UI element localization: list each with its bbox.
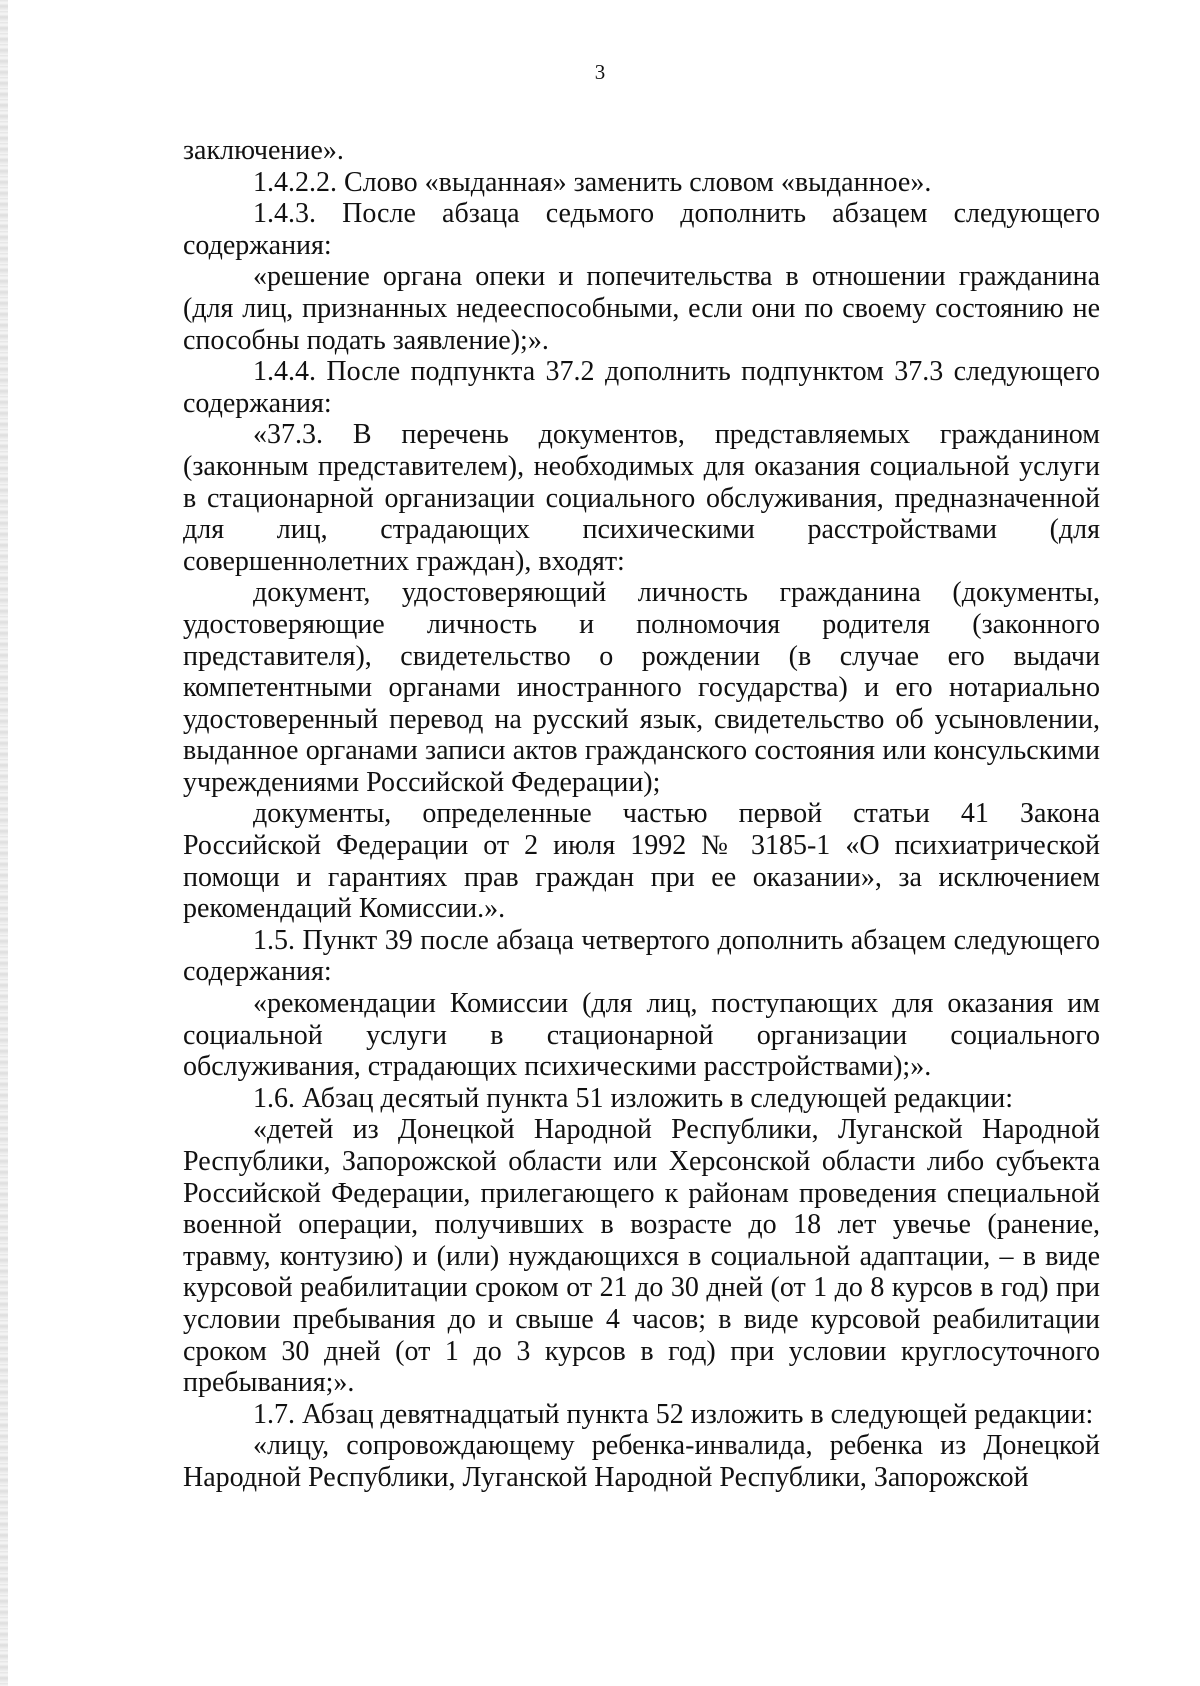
paragraph: заключение». xyxy=(183,135,344,166)
paragraph: документ, удостоверяющий личность гражданина (документы, удостоверяющие личность и полномочия родителя (законного представителя), свидетельство о рождении (в случае его выдачи компетентными органами иностранного государства) и его нотариально удостоверенный перевод на русский язык, свидетельство об усыновлении, выданное органами записи актов гражданского состояния или консульскими учреждениями Российской Федерации); xyxy=(183,577,1100,798)
paragraph: «рекомендации Комиссии (для лиц, поступающих для оказания им социальной услуги в стационарной организации социального обслуживания, страдающих психическими расстройствами);». xyxy=(183,988,1100,1083)
document-body xyxy=(183,135,1100,1494)
paragraph: 1.5. Пункт 39 после абзаца четвертого дополнить абзацем следующего содержания: xyxy=(183,924,1100,988)
paragraph: «лицу, сопровождающему ребенка-инвалида, ребенка из Донецкой Народной Республики, Луганской Народной Республики, Запорожской xyxy=(183,1430,1100,1493)
paragraph: 1.4.4. После подпункта 37.2 дополнить подпунктом 37.3 следующего содержания: xyxy=(183,356,1100,419)
paragraph: 1.6. Абзац десятый пункта 51 изложить в следующей редакции: xyxy=(253,1082,1013,1114)
paragraph: 1.4.2.2. Слово «выданная» заменить словом «выданное». xyxy=(253,166,932,198)
paragraph: «решение органа опеки и попечительства в отношении гражданина (для лиц, признанных недееспособными, если они по своему состоянию не способны подать заявление);». xyxy=(183,261,1100,356)
paragraph: «детей из Донецкой Народной Республики, Луганской Народной Республики, Запорожской области или Херсонской области либо субъекта Российской Федерации, прилегающего к районам проведения специальной военной операции, получивших в возрасте до 18 лет увечье (ранение, травму, контузию) и (или) нуждающихся в социальной адаптации, – в виде курсовой реабилитации сроком от 21 до 30 дней (от 1 до 8 курсов в год) при условии пребывания до и свыше 4 часов; в виде курсовой реабилитации сроком 30 дней (от 1 до 3 курсов в год) при условии круглосуточного пребывания;». xyxy=(183,1114,1100,1399)
page-number: 3 xyxy=(594,60,606,84)
paragraph: документы, определенные частью первой статьи 41 Закона Российской Федерации от 2 июля 1992 № 3185-1 «О психиатрической помощи и гарантиях прав граждан при ее оказании», за исключением рекомендаций Комиссии.». xyxy=(183,798,1100,925)
paragraph: 1.7. Абзац девятнадцатый пункта 52 изложить в следующей редакции: xyxy=(253,1398,1094,1430)
paragraph: 1.4.3. После абзаца седьмого дополнить абзацем следующего содержания: xyxy=(183,198,1100,261)
scan-edge-shadow xyxy=(0,0,8,1686)
paragraph: «37.3. В перечень документов, представляемых гражданином (законным представителем), необходимых для оказания социальной услуги в стационарной организации социального обслуживания, предназначенной для лиц, страдающих психическими расстройствами (для совершеннолетних граждан), входят: xyxy=(183,419,1100,577)
